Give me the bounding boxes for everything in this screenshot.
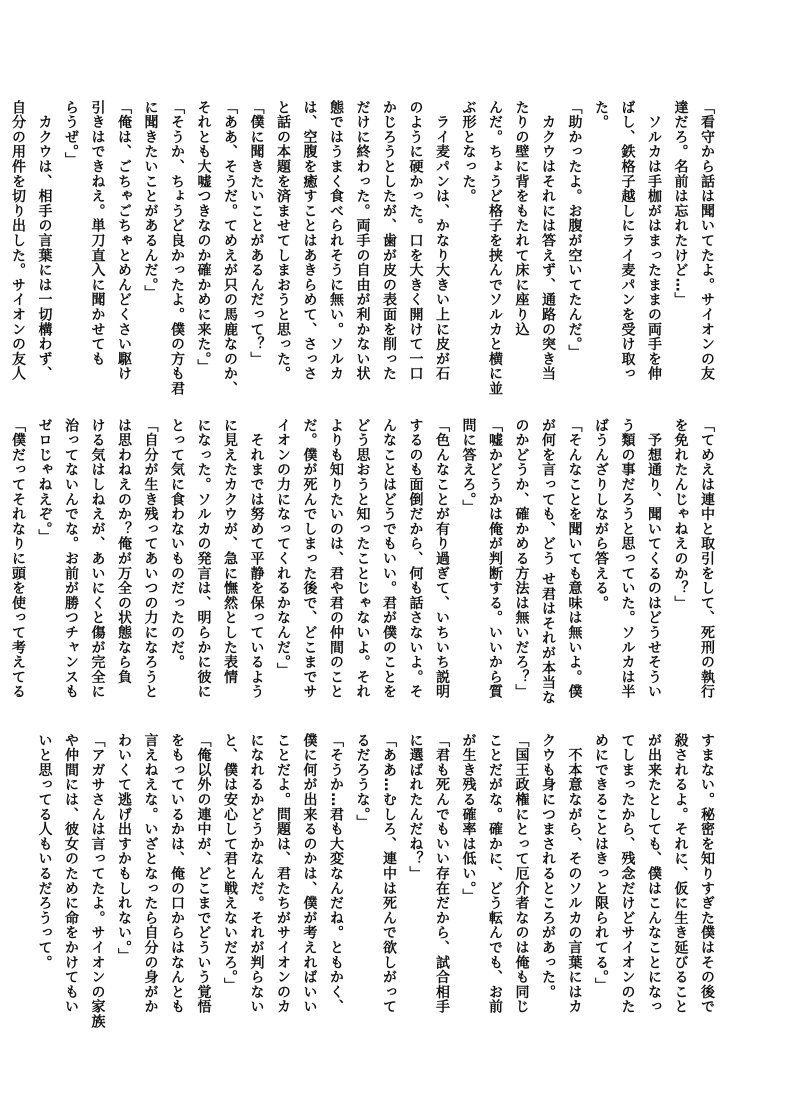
- text-line: に聞きたいことがあるんだ。」: [142, 100, 159, 301]
- text-line: 「ああ…むしろ、連中は死んで欲しがって: [381, 733, 397, 1015]
- text-line: 「助かったよ。お腹が空いてたんだ。」: [566, 100, 583, 360]
- text-line: に選ばれたんだね？」: [407, 733, 424, 881]
- text-line: のかどうか、確かめる方法は無いだろ？」: [513, 418, 530, 700]
- text-line: が生き残る確率は低い。」: [460, 733, 477, 904]
- text-line: ゼロじゃねえぞ。」: [36, 418, 53, 545]
- text-line: 「俺以外の連中が、どこまでどういう覚悟: [195, 733, 212, 1015]
- text-line: 「アガサさんは言ってたよ。サイオンの家族: [89, 733, 106, 1029]
- text-line: カクウは、相手の言葉には一切構わず、: [36, 100, 53, 382]
- text-line: う類の事だろうと思っていた。ソルカは半: [619, 418, 636, 700]
- text-line: すまない。秘密を知りすぎた僕はその後で: [699, 733, 715, 1015]
- text-line: るだろうな。」: [354, 733, 371, 830]
- text-line: 「国王政権にとって厄介者なのは俺も同じ: [513, 733, 530, 1015]
- text-line: や仲間には、彼女のために命をかけてもい: [63, 733, 79, 1015]
- text-line: んなことはどうでもいい。君が僕のことを: [381, 418, 397, 700]
- text-line: ぶ形となった。: [460, 100, 477, 204]
- text-line: が何を言っても、どう せ君はそれが本当な: [540, 418, 556, 705]
- text-line: ことだよ。問題は、君たちがサイオンのカ: [275, 733, 291, 1015]
- text-line: 「嘘かどうかは俺が判断する。いいから質: [487, 418, 503, 700]
- text-line: 治ってないんでな。お前が勝つチャンスも: [63, 418, 79, 700]
- text-line: は思わねえのか？俺が万全の状態なら負: [116, 418, 132, 685]
- text-line: ことだがな。確かに、どう転んでも、お前: [487, 733, 503, 1015]
- text-line: 不本意ながら、そのソルカの言葉にはカ: [566, 733, 583, 1015]
- text-line: 「そんなことを聞いても意味は無いよ。僕: [566, 418, 583, 700]
- text-line: クウも身につまされるところがあった。: [540, 733, 556, 1000]
- text-line: それとも大嘘つきなのか確かめに来た。」: [195, 100, 212, 375]
- text-line: 予想通り、聞いてくるのはどうせそうい: [646, 418, 662, 700]
- text-line: 殺されるよ。それに、仮に生き延びること: [672, 733, 689, 1015]
- text-line: 態ではうまく食べられそうに無い。ソルカ: [328, 100, 344, 382]
- text-tier-top: [10, 100, 720, 396]
- text-line: と話の本題を済ませてしまおうと思った。: [275, 100, 291, 382]
- text-line: 問に答えろ。」: [460, 418, 477, 515]
- text-line: ソルカは手枷がはまったままの両手を伸: [646, 100, 662, 382]
- text-line: イオンの力になってくれるかなんだ。」: [275, 418, 291, 678]
- text-line: が出来たとしても、僕はこんなことになっ: [646, 733, 662, 1015]
- text-line: ける気はしねえが、あいにくと傷が完全に: [89, 418, 106, 700]
- text-line: 「俺は、ごちゃごちゃとめんどくさい駆け: [116, 100, 132, 382]
- text-line: 自分の用件を切り出した。サイオンの友人: [10, 100, 26, 382]
- text-line: になった。ソルカの発言は、明らかに彼に: [195, 418, 212, 700]
- text-line: 「てめえは連中と取引をして、死刑の執行: [699, 418, 715, 700]
- text-line: のように硬かった。口を大きく開けて一口: [407, 100, 424, 382]
- text-tier-middle: [10, 418, 720, 715]
- text-line: らうぜ。」: [63, 100, 79, 167]
- text-line: 「僕だってそれなりに頭を使って考えてる: [10, 418, 26, 700]
- text-line: だ。僕が死んでしまった後で、どこまでサ: [301, 418, 318, 700]
- text-line: わいくて逃げ出すかもしれない。」: [116, 733, 132, 963]
- text-line: 「そうか、ちょうど良かったよ。僕の方も君: [169, 100, 185, 396]
- text-line: 「自分が生き残ってあいつの力になろうと: [142, 418, 159, 700]
- text-line: それまでは努めて平静を保っているよう: [248, 418, 265, 700]
- text-line: いと思ってる人もいるだろうって。: [36, 733, 53, 970]
- text-line: 「ああ、そうだ。てめえが只の馬鹿なのか、: [222, 100, 238, 396]
- text-line: 言えねえな。いざとなったら自分の身がか: [142, 733, 159, 1015]
- text-line: とって気に食わないものだったのだ。: [169, 418, 185, 670]
- text-line: かじろうとしたが、歯が皮の表面を削った: [381, 100, 397, 382]
- text-line: するのも面倒だから、何も話さないよ。そ: [407, 418, 424, 700]
- text-line: になれるかどうかなんだ。それが判らない: [248, 733, 265, 1015]
- text-tier-bottom: [36, 733, 720, 1029]
- text-line: 「そうか…君も大変なんだね。ともかく、: [328, 733, 344, 1015]
- text-line: と、僕は安心して君と戦えないだろ。」: [222, 733, 238, 993]
- text-line: を免れたんじゃねえのか？」: [672, 418, 689, 611]
- text-line: 「色んなことが有り過ぎて、いちいち説明: [434, 418, 450, 700]
- text-line: [0, 100, 5, 395]
- text-line: をもっているかは、俺の口からはなんとも: [169, 733, 185, 1015]
- text-line: ばうんざりしながら答える。: [593, 418, 609, 611]
- text-line: てしまったから、残念だけどサイオンのた: [619, 733, 636, 1015]
- text-line: ライ麦パンは、かなり大きい上に皮が石: [434, 100, 450, 382]
- text-line: は、空腹を癒すことはあきらめて、さっさ: [301, 100, 318, 382]
- text-line: よりも知りたいのは、君や君の仲間のこと: [328, 418, 344, 700]
- text-line: カクウはそれには答えず、通路の突き当: [540, 100, 556, 382]
- text-line: どう思おうと知ったことじゃないよ。それ: [354, 418, 371, 700]
- text-line: 引きはできねえ。単刀直入に聞かせても: [89, 100, 106, 367]
- text-line: 僕に何が出来るのかは、僕が考えればいい: [301, 733, 318, 1015]
- text-line: たりの壁に背をもたれて床に座り込: [513, 100, 530, 337]
- text-line: 達だろ。名前は忘れたけど…」: [672, 100, 689, 308]
- text-line: [0, 418, 5, 715]
- text-line: めにできることはきっと限られてる。」: [593, 733, 609, 993]
- text-line: だけに終わった。両手の自由が利かない状: [354, 100, 371, 382]
- text-line: た。: [593, 100, 609, 130]
- text-line: 「僕に聞きたいことがあるんだって？」: [248, 100, 265, 367]
- text-line: ばし、鉄格子越しにライ麦パンを受け取っ: [619, 100, 636, 382]
- text-line: に見えたカクウが、急に憮然とした表情: [222, 418, 238, 685]
- text-line: 「看守から話は聞いてたよ。サイオンの友: [699, 100, 715, 382]
- text-line: んだ。ちょうど格子を挟んでソルカと横に並: [487, 100, 503, 396]
- text-line: 「君も死んでもいい存在だから、試合相手: [434, 733, 450, 1015]
